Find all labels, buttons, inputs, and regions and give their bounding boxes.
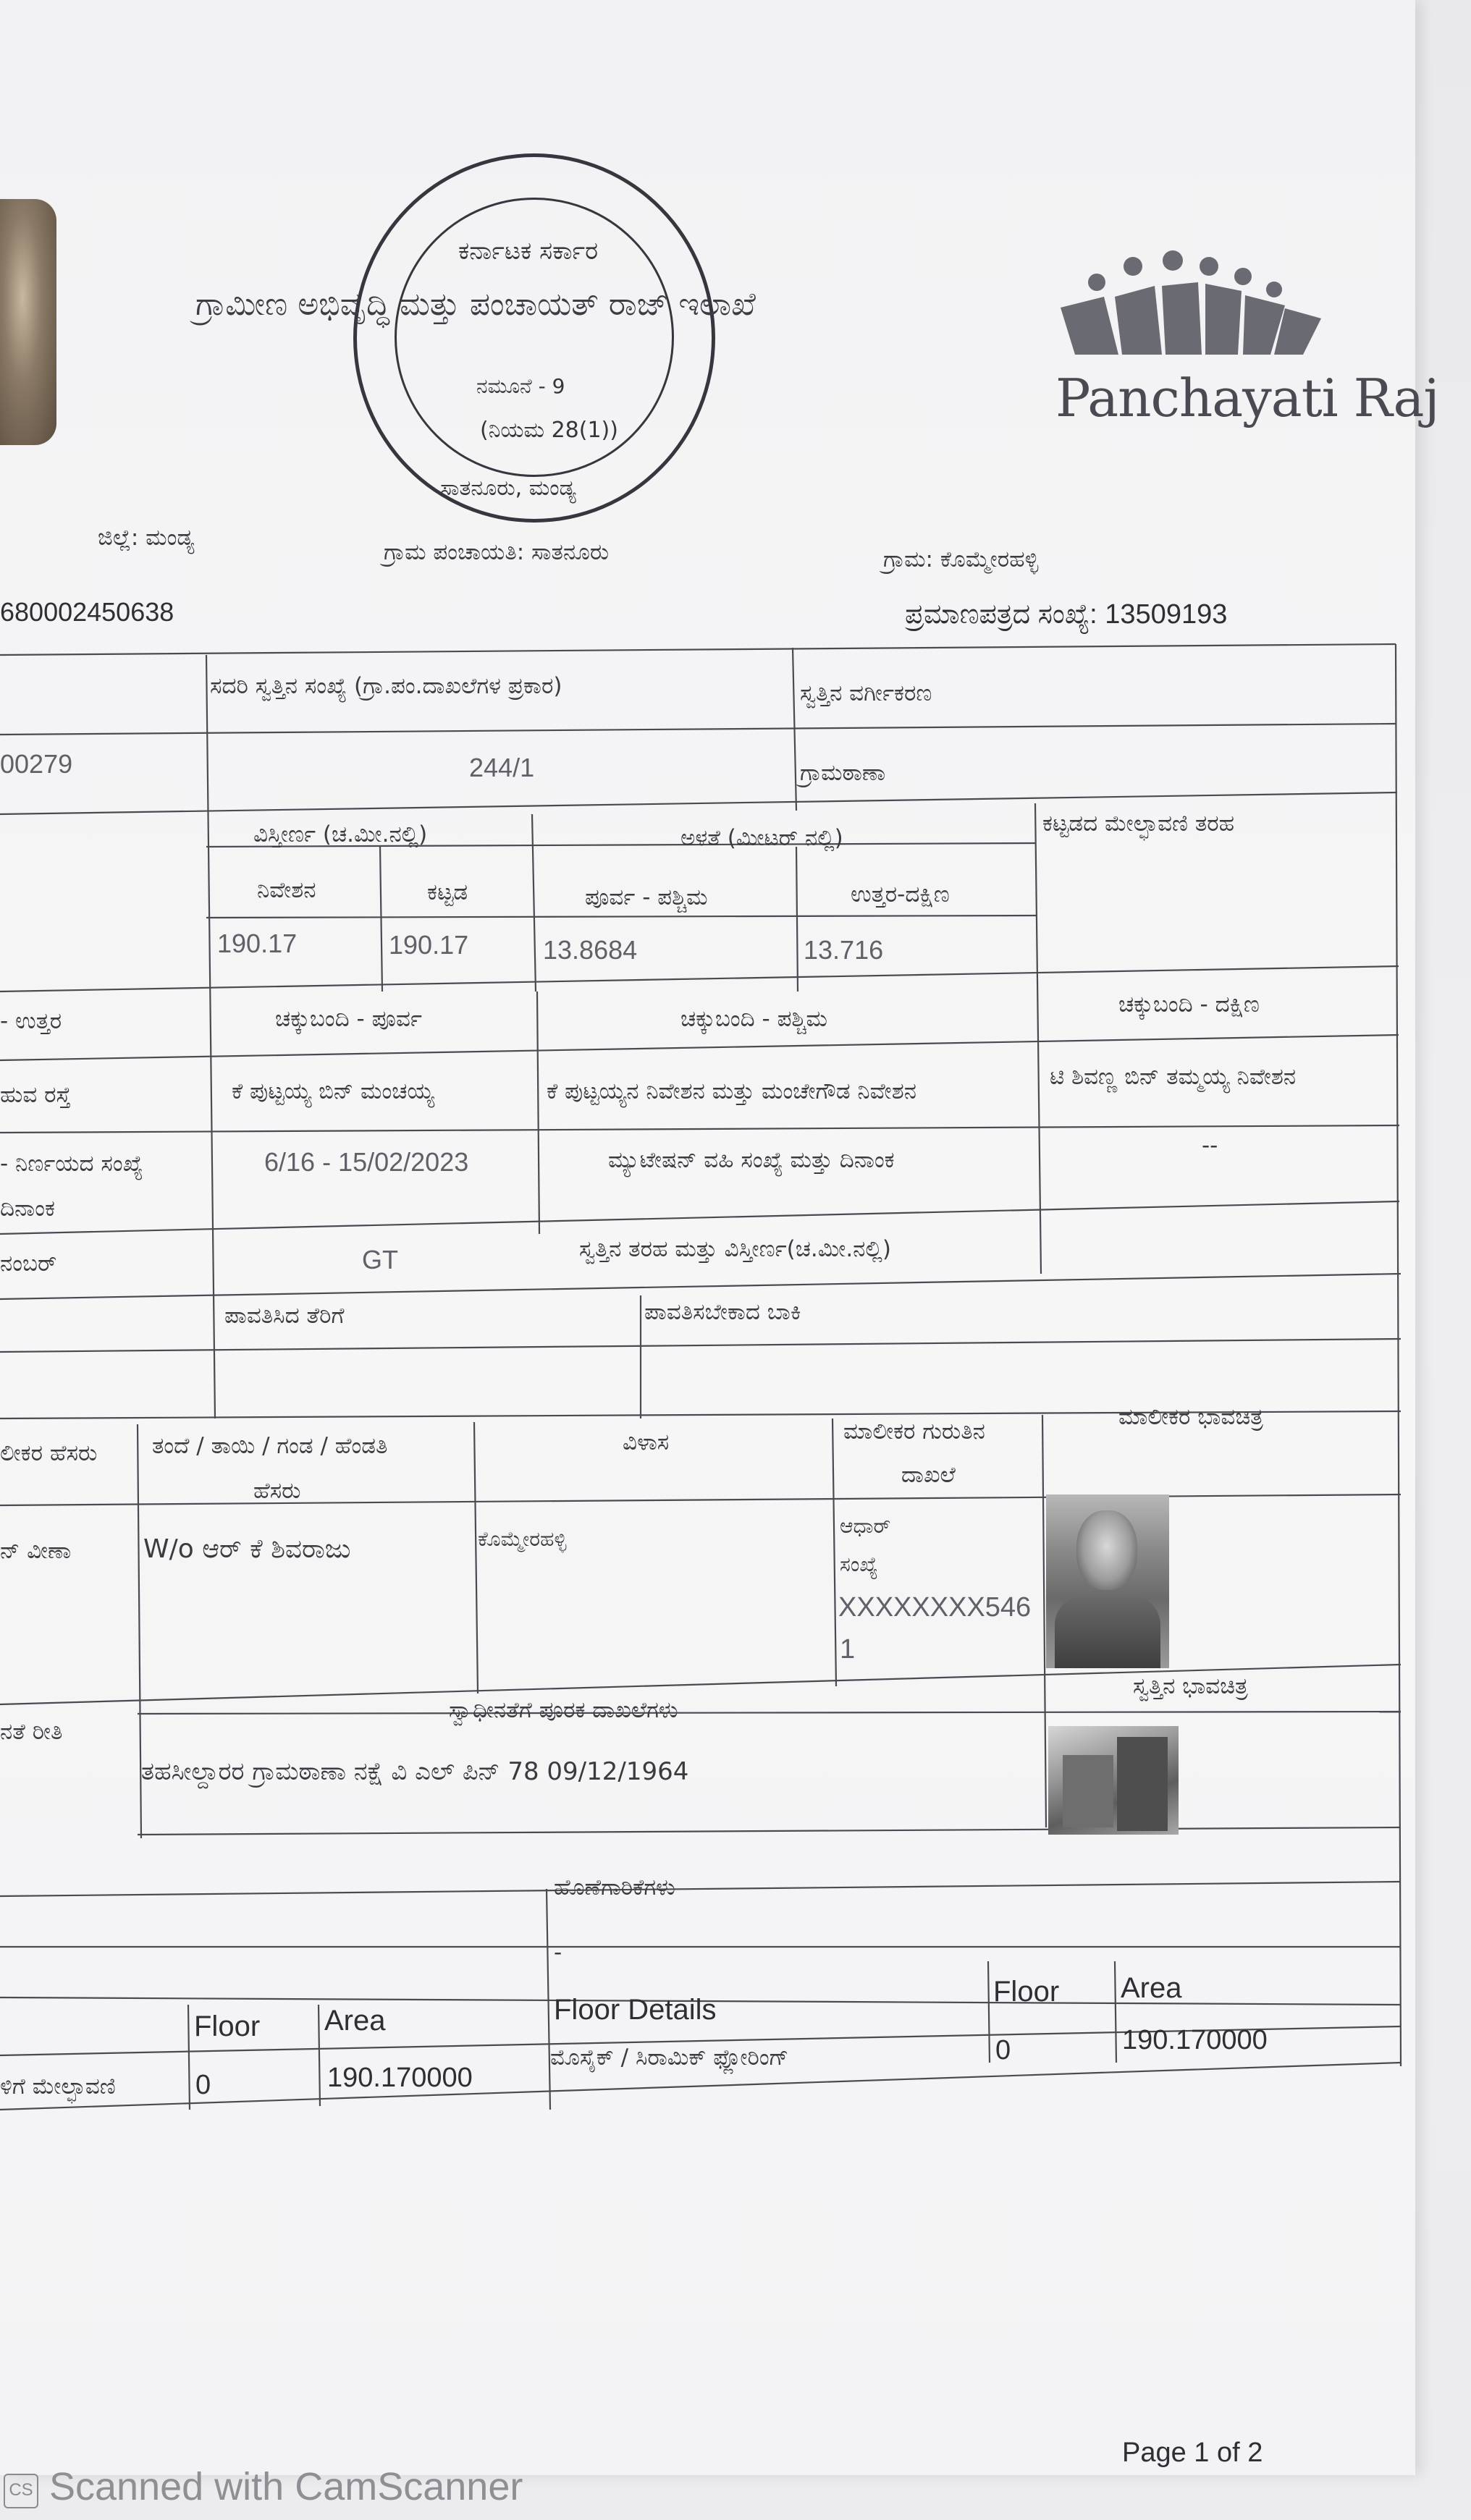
property-left-id: 00279 — [0, 749, 73, 779]
boundary-west-label: ಚಕ್ಕುಬಂದಿ - ಪಶ್ಚಿಮ — [680, 1006, 827, 1032]
left-floor-value: 0 — [195, 2070, 211, 2100]
left-area-header: Area — [324, 2005, 386, 2037]
owner-id-number-2: 1 — [840, 1634, 856, 1665]
property-type-label: ಸ್ವತ್ತಿನ ತರಹ ಮತ್ತು ವಿಸ್ತೀರ್ಣ(ಚ.ಮೀ.ನಲ್ಲಿ) — [579, 1236, 891, 1262]
boundary-south-label: ಚಕ್ಕುಬಂದಿ - ದಕ್ಷಿಣ — [1118, 991, 1260, 1018]
boundary-east-label: ಚಕ್ಕುಬಂದಿ - ಪೂರ್ವ — [275, 1006, 422, 1032]
seal-line-3: (ನಿಯಮ 28(1)) — [480, 418, 618, 443]
owner-address-label: ವಿಳಾಸ — [623, 1429, 670, 1455]
floor-details-header: Floor Details — [554, 1994, 717, 2026]
brand-text: Panchayati Raj — [1055, 368, 1439, 428]
department-title: ಗ್ರಾಮೀಣ ಅಭಿವೃದ್ಧಿ ಮತ್ತು ಪಂಚಾಯತ್ ರಾಜ್ ಇಲಾಖೆ — [195, 286, 756, 323]
number-label: ನಂಬರ್ — [0, 1251, 57, 1277]
liabilities-label: ಹೊಣೆಗಾರಿಕೆಗಳು — [554, 1874, 675, 1900]
property-number-value: 244/1 — [469, 753, 535, 782]
owner-photo-label: ಮಾಲೀಕರ ಭಾವಚಿತ್ರ — [1118, 1404, 1263, 1430]
building-label: ಕಟ್ಟಡ — [427, 879, 468, 905]
boundary-south-value: ಟಿ ಶಿವಣ್ಣ ಬಿನ್ ತಮ್ಮಯ್ಯ ನಿವೇಶನ — [1050, 1064, 1297, 1090]
resolution-label: - ನಿರ್ಣಯದ ಸಂಖ್ಯೆ — [0, 1151, 143, 1177]
site-value: 190.17 — [217, 929, 298, 958]
mutation-value: -- — [1202, 1133, 1218, 1159]
district-label: ಜಿಲ್ಲೆ: ಮಂಡ್ಯ — [98, 525, 195, 551]
acquisition-label: ನತೆ ರೀತಿ — [0, 1719, 63, 1745]
right-floor-value: 0 — [995, 2035, 1011, 2066]
right-area-header: Area — [1121, 1972, 1182, 2004]
left-area-value: 190.170000 — [327, 2063, 473, 2093]
owner-id-type-2: ಸಂಖ್ಯೆ — [840, 1552, 878, 1576]
owner-id-label: ಮಾಲೀಕರ ಗುರುತಿನ — [843, 1418, 985, 1445]
left-floor-header: Floor — [194, 2010, 261, 2042]
boundary-east-value: ಕೆ ಪುಟ್ಟಯ್ಯ ಬಿನ್ ಮಂಚಯ್ಯ — [232, 1078, 434, 1104]
property-id: 68000245063​8 — [0, 597, 174, 627]
type-value: GT — [362, 1245, 398, 1274]
seal-line-4: ಸಾತನೂರು, ಮಂಡ್ಯ — [440, 475, 576, 501]
property-photo-building-2 — [1117, 1737, 1168, 1831]
mutation-label: ಮ್ಯುಟೇಷನ್ ವಹಿ ಸಂಖ್ಯೆ ಮತ್ತು ದಿನಾಂಕ — [608, 1147, 895, 1173]
village-label: ಗ್ರಾಮ: ಕೊಮ್ಮೇರಹಳ್ಳಿ — [883, 546, 1039, 572]
owner-address-value: ಕೊಮ್ಮೇರಹಳ್ಳಿ — [478, 1527, 567, 1551]
property-photo-label: ಸ್ವತ್ತಿನ ಭಾವಚಿತ್ರ — [1133, 1673, 1248, 1699]
owner-relation-label-2: ಹೆಸರು — [253, 1478, 301, 1504]
property-number-label: ಸದರಿ ಸ್ವತ್ತಿನ ಸಂಖ್ಯೆ (ಗ್ರಾ.ಪಂ.ದಾಖಲೆಗಳ ಪ್ರಕಾರ) — [210, 673, 562, 699]
owner-relation-label: ತಂದೆ / ತಾಯಿ / ಗಂಡ / ಹೆಂಡತಿ — [152, 1433, 388, 1459]
property-classification-label: ಸ್ವತ್ತಿನ ವರ್ಗೀಕರಣ — [800, 680, 932, 706]
owner-id-type: ಆಧಾರ್ — [840, 1514, 891, 1538]
scanner-watermark: Scanned with CamScanner — [49, 2465, 523, 2508]
seal-line-2: ನಮೂನೆ - 9 — [476, 374, 565, 398]
floor-details-value: ಮೊಸೈಕ್ / ಸಿರಾಮಿಕ್ ಫ್ಲೋರಿಂಗ್ — [550, 2045, 789, 2071]
supporting-docs-label: ಸ್ವಾಧೀನತೆಗೆ ಪೂರಕ ದಾಖಲೆಗಳು — [449, 1697, 678, 1723]
resolution-date-label: ದಿನಾಂಕ — [0, 1196, 55, 1222]
property-photo — [1048, 1726, 1179, 1835]
building-usage-label: ಕಟ್ಟಡದ ಮೇಲ್ಛಾವಣಿ ತರಹ — [1042, 811, 1235, 837]
right-floor-header: Floor — [993, 1976, 1060, 2008]
property-photo-building-1 — [1063, 1755, 1113, 1827]
left-row-label: ಳಿಗೆ ಮೇಲ್ಛಾವಣಿ — [0, 2073, 116, 2100]
owner-relation-value: W/o ಆರ್ ಕೆ ಶಿವರಾಜು — [143, 1534, 351, 1564]
owner-id-number: XXXXXXXX546 — [838, 1592, 1032, 1623]
liabilities-value: - — [554, 1940, 562, 1966]
owner-name-label: ಲೀಕರ ಹೆಸರು — [0, 1440, 98, 1466]
building-value: 190.17 — [389, 930, 469, 960]
page-number: Page 1 of 2 — [1122, 2437, 1263, 2468]
boundary-west-value: ಕೆ ಪುಟ್ಟಯ್ಯನ ನಿವೇಶನ ಮತ್ತು ಮಂಚೇಗೌಡ ನಿವೇಶನ — [547, 1078, 916, 1104]
site-label: ನಿವೇಶನ — [257, 877, 316, 903]
certificate-number: ಪ್ರಮಾಣಪತ್ರದ ಸಂಖ್ಯೆ: 13509193 — [905, 599, 1228, 630]
tax-paid-label: ಪಾವತಿಸಿದ ತೆರಿಗೆ — [224, 1303, 345, 1329]
east-west-label: ಪೂರ್ವ - ಪಶ್ಚಿಮ — [585, 884, 708, 910]
north-south-value: 13.716 — [804, 935, 884, 965]
boundary-north-label: - ಉತ್ತರ — [0, 1008, 62, 1034]
resolution-value: 6/16 - 15/02/2023 — [264, 1147, 469, 1177]
supporting-docs-value: ತಹಸೀಲ್ದಾರರ ಗ್ರಾಮಠಾಣಾ ನಕ್ಷೆ ವಿ ಎಲ್ ಪಿನ್ 78 09/12/1964 — [141, 1757, 689, 1786]
boundary-north-value: ಹುವ ರಸ್ತೆ — [0, 1082, 71, 1108]
owner-name-value: ನ್ ವೀಣಾ — [0, 1538, 72, 1564]
east-west-value: 13.8684 — [543, 935, 638, 965]
owner-id-label-2: ದಾಖಲೆ — [901, 1462, 956, 1488]
seal-line-1: ಕರ್ನಾಟಕ ಸರ್ಕಾರ — [458, 237, 599, 266]
tax-due-label: ಪಾವತಿಸಬೇಕಾದ ಬಾಕಿ — [644, 1299, 801, 1325]
owner-photo — [1046, 1494, 1169, 1668]
owner-photo-body — [1055, 1596, 1160, 1668]
property-classification-value: ಗ್ರಾಮಠಾಣಾ — [800, 760, 886, 786]
extent-label: ವಿಸ್ತೀರ್ಣ (ಚ.ಮೀ.ನಲ್ಲಿ) — [253, 821, 428, 847]
north-south-label: ಉತ್ತರ-ದಕ್ಷಿಣ — [851, 881, 950, 908]
dimension-label: ಅಳತೆ (ಮೀಟರ್ ನಲ್ಲಿ) — [680, 825, 843, 851]
owner-photo-face — [1076, 1510, 1137, 1590]
panchayat-label: ಗ್ರಾಮ ಪಂಚಾಯತಿ: ಸಾತನೂರು — [384, 539, 610, 565]
camscanner-icon: CS — [4, 2474, 38, 2508]
right-area-value: 190.170000 — [1122, 2025, 1268, 2055]
